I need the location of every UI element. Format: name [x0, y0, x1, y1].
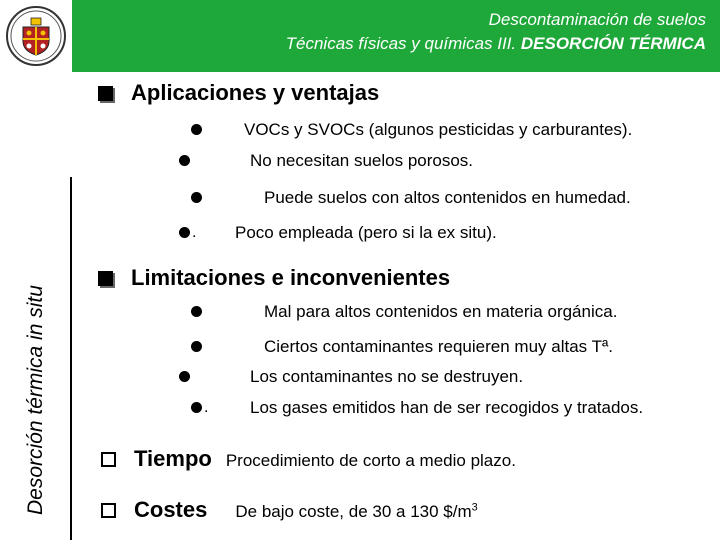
header-line2-prefix: Técnicas físicas y químicas III. [285, 34, 521, 53]
costs-text [235, 502, 477, 521]
square-outline-bullet-icon [101, 503, 116, 518]
square-bullet-icon [98, 86, 113, 101]
list-item: Los gases emitidos han de ser recogidos y tratados. [250, 398, 644, 417]
header-line2 [286, 32, 706, 56]
costs-text-main: De bajo coste, de 30 a 130 $/m [235, 502, 472, 521]
costs-superscript: 3 [471, 501, 478, 514]
list-item: Ciertos contaminantes requieren muy altas Tª. [264, 337, 613, 356]
time-text: Procedimiento de corto a medio plazo. [225, 451, 516, 470]
bullet-dot-icon [191, 306, 202, 317]
side-title: Desorción térmica in situ [24, 285, 47, 515]
bullet-dot-icon [179, 155, 190, 166]
side-divider [70, 177, 72, 540]
applications-heading-text: Aplicaciones y ventajas [131, 80, 380, 105]
bullet-dot-icon [191, 124, 202, 135]
time-heading-text: Tiempo [134, 446, 212, 471]
list-item: Mal para altos contenidos en materia orgánica. [264, 302, 618, 321]
limitations-heading-text: Limitaciones e inconvenientes [131, 265, 451, 290]
section-heading-time [101, 446, 516, 472]
header-line1: Descontaminación de suelos [488, 10, 706, 29]
bullet-dot-icon [191, 341, 202, 352]
square-outline-bullet-icon [101, 452, 116, 467]
list-item: VOCs y SVOCs (algunos pesticidas y carburantes). [244, 120, 633, 139]
university-crest-icon [0, 0, 72, 72]
list-item: No necesitan suelos porosos. [250, 151, 474, 170]
slide-header [0, 0, 720, 72]
bullet-dot-icon [179, 371, 190, 382]
bullet-suffix: . [204, 399, 209, 416]
section-heading-applications [98, 80, 379, 106]
bullet-dot-icon [191, 402, 202, 413]
list-item: Los contaminantes no se destruyen. [250, 367, 524, 386]
header-title [286, 8, 706, 56]
bullet-dot-icon [179, 227, 190, 238]
bullet-dot-icon [191, 192, 202, 203]
section-heading-limitations [98, 265, 450, 291]
costs-heading-text: Costes [134, 497, 208, 522]
list-item: Poco empleada (pero si la ex situ). [235, 223, 497, 242]
bullet-suffix: . [192, 224, 197, 241]
header-line2-strong: DESORCIÓN TÉRMICA [520, 34, 706, 53]
section-heading-costs [101, 497, 478, 523]
list-item: Puede suelos con altos contenidos en humedad. [264, 188, 631, 207]
square-bullet-icon [98, 271, 113, 286]
